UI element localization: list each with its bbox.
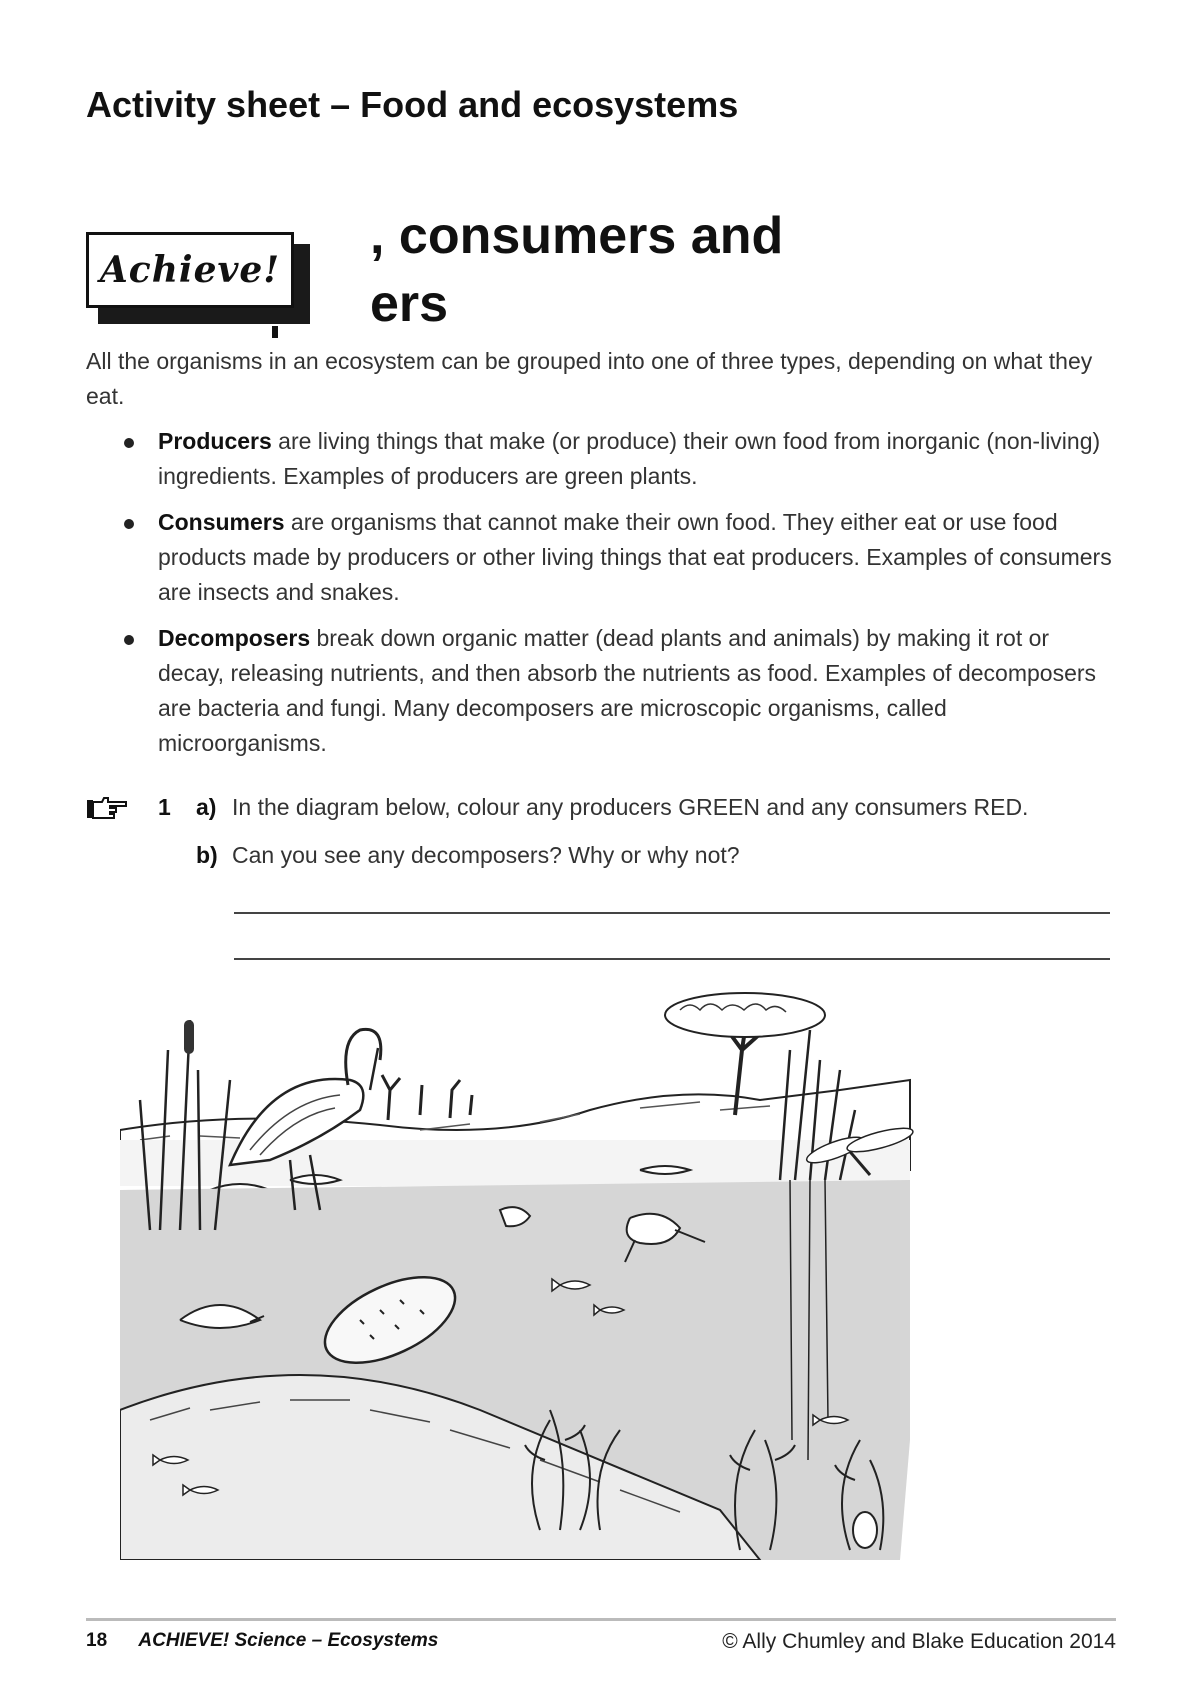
term-decomposers: Decomposers: [158, 625, 311, 651]
bullet-dot: [124, 635, 134, 645]
pointing-hand-icon: [86, 794, 128, 822]
heron-beak: [370, 1048, 378, 1090]
achieve-badge: [86, 232, 316, 332]
bullet-dot: [124, 519, 134, 529]
question-number: 1: [158, 794, 171, 820]
section-heading-line1: , consumers and: [370, 207, 784, 265]
term-consumers: Consumers: [158, 509, 285, 535]
bullet-dot: [124, 438, 134, 448]
bulrush-head: [184, 1020, 194, 1054]
page-number: 18: [86, 1630, 108, 1651]
footer-rule: [86, 1618, 1116, 1621]
intro-paragraph: All the organisms in an ecosystem can be grouped into one of three types, depending on what they eat.: [86, 348, 1093, 409]
pond-ecosystem-illustration: [120, 990, 1000, 1560]
answer-line-2[interactable]: [234, 958, 1110, 960]
definition-decomposers: break down organic matter (dead plants and animals) by making it rot or decay, releasing nutrients, and then absorb the nutrients as food. Examples of decomposers are bacteria and fungi. Many decomposers are microscopic organisms, called microorganisms.: [158, 625, 1097, 756]
dead-trees: [382, 1075, 472, 1120]
copyright-notice: © Ally Chumley and Blake Education 2014: [722, 1630, 1116, 1653]
badge-label: Achieve!: [86, 232, 294, 308]
definition-producers: are living things that make (or produce) their own food from inorganic (non-living) ingredients. Examples of producers are green plants.: [158, 428, 1101, 489]
book-title: ACHIEVE! Science – Ecosystems: [138, 1630, 439, 1651]
tree-canopy-shape: [665, 993, 825, 1037]
answer-line-1[interactable]: [234, 912, 1110, 914]
question-b-label: b): [196, 842, 218, 868]
badge-tick: [272, 326, 278, 338]
term-producers: Producers: [158, 428, 272, 454]
list-item-consumers: [86, 505, 1116, 610]
footer-left: [86, 1630, 438, 1652]
list-item-producers: [86, 424, 1116, 494]
organism-types-list: [86, 424, 1116, 772]
definition-consumers: are organisms that cannot make their own food. They either eat or use food products made by producers or other living things that eat producers. Examples of consumers are insects and snakes.: [158, 509, 1112, 605]
water-beetle: [853, 1512, 877, 1548]
question-a-label: a): [196, 794, 217, 820]
question-a-text: In the diagram below, colour any producers GREEN and any consumers RED.: [232, 794, 1029, 820]
section-heading-line2: ers: [370, 275, 449, 333]
list-item-decomposers: [86, 621, 1116, 761]
question-b-text: Can you see any decomposers? Why or why not?: [232, 842, 740, 868]
sheet-title: Activity sheet – Food and ecosystems: [86, 84, 739, 125]
